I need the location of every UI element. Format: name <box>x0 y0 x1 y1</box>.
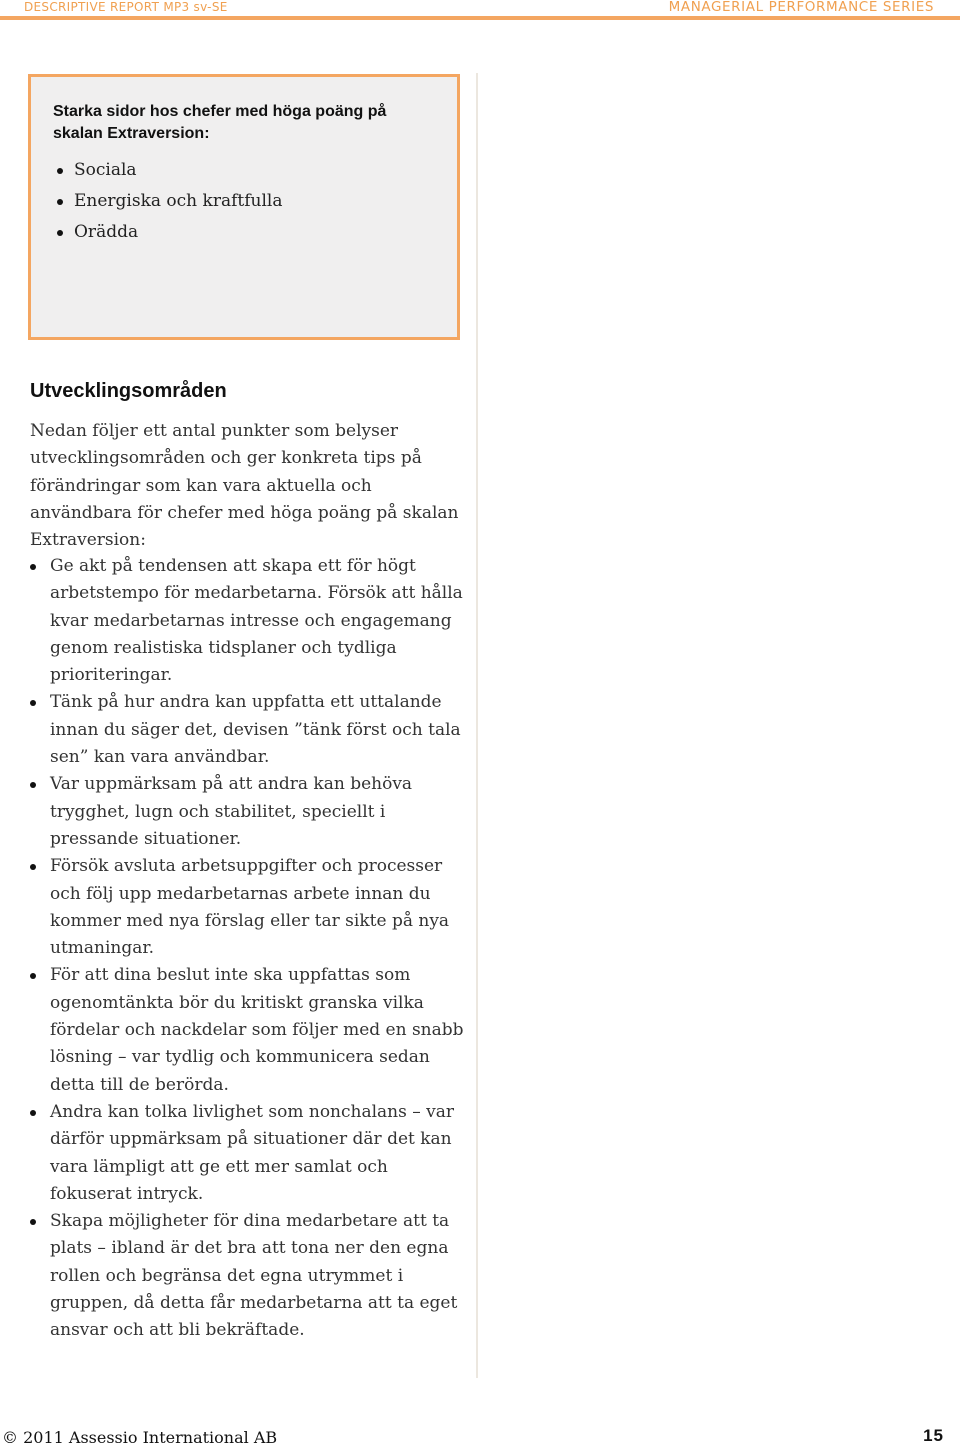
list-item <box>0 771 466 853</box>
series-title: MANAGERIAL PERFORMANCE SERIES <box>668 0 934 15</box>
strengths-box <box>28 74 460 340</box>
bullet-icon <box>30 973 36 979</box>
bullet-icon <box>57 199 63 205</box>
bullet-icon <box>30 1219 36 1225</box>
section-title: Utvecklingsområden <box>30 380 227 402</box>
list-item <box>0 553 466 689</box>
copyright: © 2011 Assessio International AB <box>2 1428 278 1447</box>
strength-text: Energiska och kraftfulla <box>74 191 283 211</box>
page-number: 15 <box>923 1426 944 1445</box>
intro-paragraph: Nedan följer ett antal punkter som belyser utvecklingsområden och ger konkreta tips på förändringar som kan vara aktuella och användbara för chefer med höga poäng på skalan Extraversion: <box>30 421 459 551</box>
strengths-list <box>31 155 282 248</box>
tip-text: Skapa möjligheter för dina medarbetare att ta plats – ibland är det bra att tona ner den egna rollen och begränsa det egna utrymmet i gruppen, då detta får medarbetarna att ta eget ansvar och att bli bekräftade. <box>50 1211 458 1341</box>
bullet-icon <box>30 700 36 706</box>
tip-text: Tänk på hur andra kan uppfatta ett uttalande innan du säger det, devisen ”tänk först och tala sen” kan vara användbar. <box>50 692 461 768</box>
tip-text: Ge akt på tendensen att skapa ett för högt arbetstempo för medarbetarna. Försök att hålla kvar medarbetarnas intresse och engagemang genom realistiska tidsplaner och tydliga prioriteringar. <box>50 556 463 686</box>
list-item <box>31 155 282 186</box>
tips-list <box>0 553 476 1345</box>
report-title: DESCRIPTIVE REPORT MP3 sv-SE <box>24 0 228 14</box>
tip-text: För att dina beslut inte ska uppfattas som ogenomtänkta bör du kritiskt granska vilka fördelar och nackdelar som följer med en snabb lösning – var tydlig och kommunicera sedan detta till de berörda. <box>50 965 464 1095</box>
list-item <box>0 1099 466 1208</box>
column-divider <box>476 73 478 1378</box>
strength-text: Sociala <box>74 160 137 180</box>
bullet-icon <box>30 1110 36 1116</box>
list-item <box>0 1208 466 1344</box>
list-item <box>0 689 466 771</box>
strengths-title: Starka sidor hos chefer med höga poäng på skalan Extraversion: <box>53 103 387 142</box>
bullet-icon <box>30 564 36 570</box>
tip-text: Försök avsluta arbetsuppgifter och processer och följ upp medarbetarnas arbete innan du kommer med nya förslag eller tar sikte på nya utmaningar. <box>50 856 450 959</box>
list-item <box>0 853 466 962</box>
tip-text: Andra kan tolka livlighet som nonchalans – var därför uppmärksam på situationer där det kan vara lämpligt att ge ett mer samlat och fokuserat intryck. <box>50 1101 455 1204</box>
header-rule <box>0 16 960 20</box>
bullet-icon <box>30 782 36 788</box>
bullet-icon <box>30 864 36 870</box>
bullet-icon <box>57 168 63 174</box>
bullet-icon <box>57 230 63 236</box>
list-item <box>31 186 282 217</box>
strength-text: Orädda <box>74 222 139 242</box>
list-item <box>31 217 282 248</box>
tip-text: Var uppmärksam på att andra kan behöva trygghet, lugn och stabilitet, speciellt i pressande situationer. <box>50 774 413 849</box>
list-item <box>0 962 466 1098</box>
